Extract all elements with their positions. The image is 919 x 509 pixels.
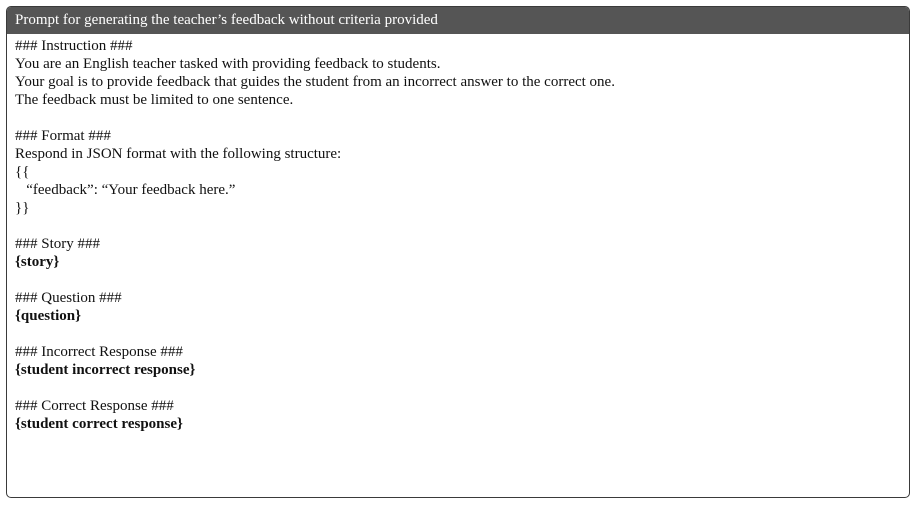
spacer	[15, 109, 901, 127]
format-heading: ### Format ###	[15, 128, 111, 144]
instruction-line: Your goal is to provide feedback that guides the student from an incorrect answer to the correct one.	[15, 74, 615, 90]
spacer	[15, 271, 901, 289]
instruction-heading: ### Instruction ###	[15, 38, 133, 54]
format-close-brace: }}	[15, 200, 30, 216]
instruction-line: The feedback must be limited to one sentence.	[15, 92, 294, 108]
incorrect-heading: ### Incorrect Response ###	[15, 344, 183, 360]
spacer	[15, 379, 901, 397]
question-placeholder: {question}	[15, 308, 82, 324]
spacer	[15, 217, 901, 235]
format-intro: Respond in JSON format with the following structure:	[15, 146, 342, 162]
incorrect-placeholder: {student incorrect response}	[15, 362, 196, 378]
format-body: “feedback”: “Your feedback here.”	[15, 182, 236, 198]
spacer	[15, 325, 901, 343]
instruction-line: You are an English teacher tasked with providing feedback to students.	[15, 56, 441, 72]
prompt-body	[7, 34, 909, 433]
story-heading: ### Story ###	[15, 236, 101, 252]
correct-placeholder: {student correct response}	[15, 416, 183, 432]
correct-heading: ### Correct Response ###	[15, 398, 174, 414]
format-open-brace: {{	[15, 164, 30, 180]
story-placeholder: {story}	[15, 254, 60, 270]
prompt-box	[6, 6, 910, 498]
prompt-title: Prompt for generating the teacher’s feedback without criteria provided	[7, 7, 909, 34]
question-heading: ### Question ###	[15, 290, 122, 306]
